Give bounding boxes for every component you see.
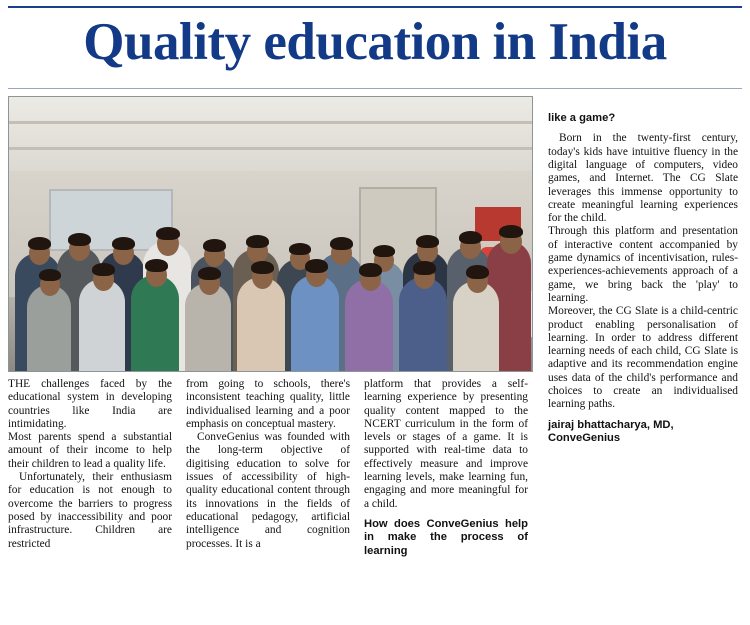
photo-ceiling-beam bbox=[9, 121, 532, 124]
paragraph: ConveGenius was founded with the long-term objective of digitising education to solve for issues of accessibility of high-quality educational content through its innovations in the fields of educational pedagogy, artificial intelligence and cognition processes. It is a bbox=[186, 431, 350, 550]
page-title: Quality education in India bbox=[83, 13, 667, 71]
body-column-3 bbox=[364, 378, 528, 558]
paragraph: platform that provides a self-learning experience by presenting quality content mapped to the NCERT curriculum in the form of levels or stages of a game. It is supported with real-time data to effectively measure and improve learning levels, make learning fun, engaging and more meaningful for a child. bbox=[364, 378, 528, 510]
top-divider bbox=[8, 6, 742, 8]
photo-crowd bbox=[9, 181, 532, 371]
section-subhead: How does ConveGenius help in make the process of learning bbox=[364, 517, 528, 557]
body-column-2 bbox=[186, 378, 350, 551]
body-column-1 bbox=[8, 378, 172, 551]
section-subhead-continued: like a game? bbox=[548, 112, 616, 124]
article-photo bbox=[8, 96, 533, 372]
paragraph: THE challenges faced by the educational system in developing countries like India are intimidating. bbox=[8, 378, 172, 430]
spacer bbox=[364, 511, 528, 518]
spacer bbox=[548, 125, 738, 132]
spacer bbox=[548, 412, 738, 419]
paragraph: Born in the twenty-first century, today's kids have intuitive fluency in the digital language of computers, video games, and Internet. The CG Slate leverages this immense opportunity to create meaningful learning experiences for the child. bbox=[548, 132, 738, 225]
byline-name: jairaj bhattacharya, MD, bbox=[548, 418, 674, 431]
byline-company: ConveGenius bbox=[548, 432, 621, 445]
photo-ceiling bbox=[9, 97, 532, 171]
paragraph: from going to schools, there's inconsistent teaching quality, little individualised learning and a poor emphasis on conceptual mastery. bbox=[186, 378, 350, 430]
body-column-4 bbox=[548, 112, 738, 445]
headline-divider bbox=[8, 88, 742, 89]
paragraph: Moreover, the CG Slate is a child-centric product enabling personalisation of learning. In order to address different learning needs of each child, CG Slate is adaptive and its recommendation engine uses data of the child's performance and choices to create an individualised learning paths. bbox=[548, 305, 738, 411]
paragraph: Unfortunately, their enthusiasm for education is not enough to overcome the barriers to progress posed by inaccessibility and poor infrastructure. Children are restricted bbox=[8, 471, 172, 550]
photo-ceiling-beam bbox=[9, 147, 532, 150]
paragraph: Through this platform and presentation of interactive content accompanied by game dynamics of incentivisation, rules-experiences-achievements approach of a game, we bring back the 'play' to learning. bbox=[548, 225, 738, 304]
paragraph: Most parents spend a substantial amount of their income to help their children to lead a quality life. bbox=[8, 431, 172, 470]
